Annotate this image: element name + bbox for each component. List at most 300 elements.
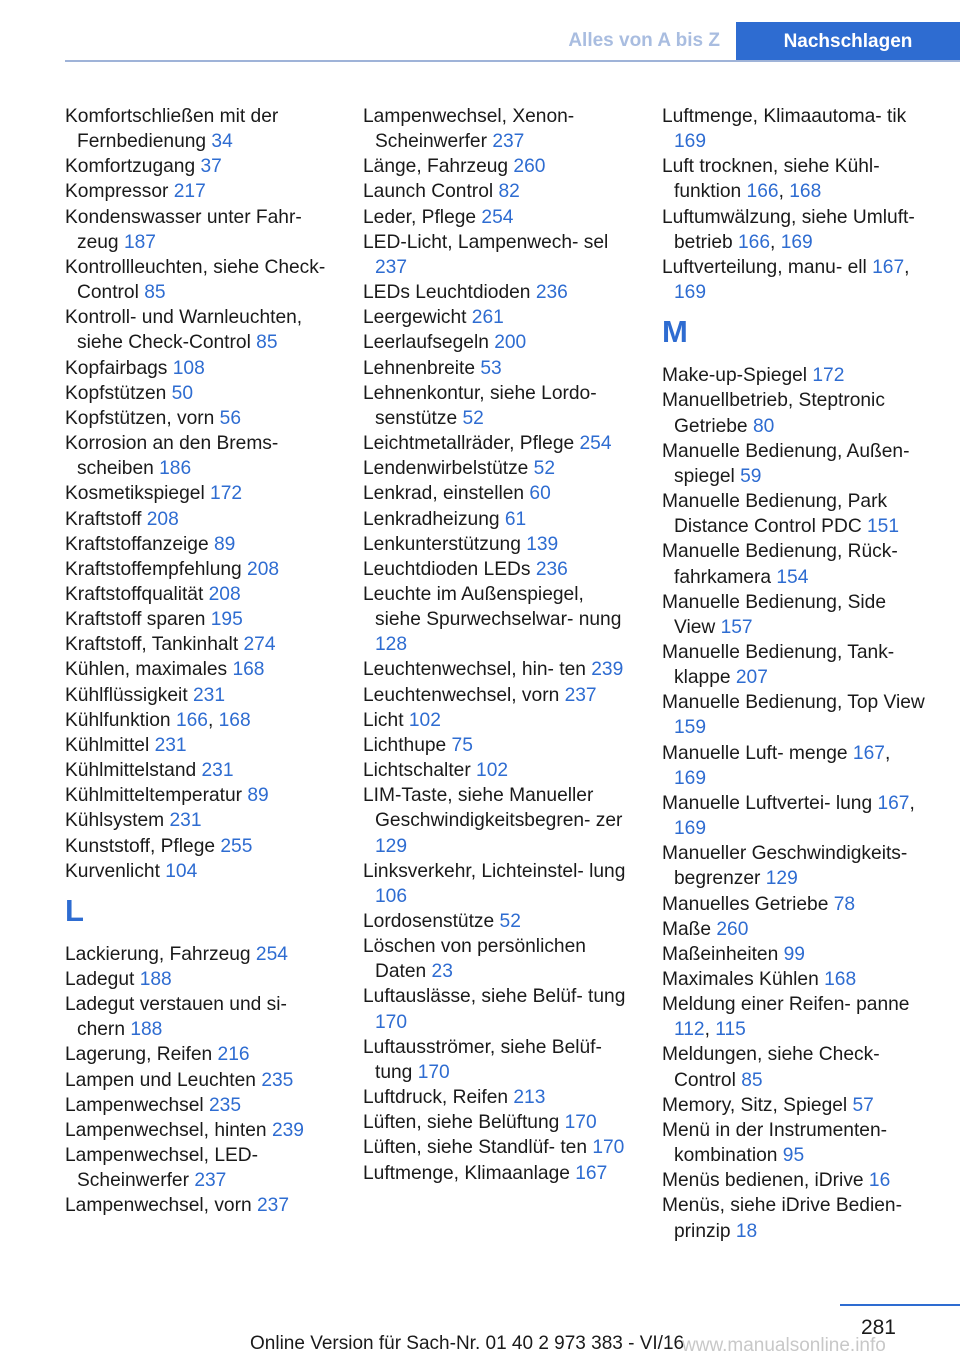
page-reference-link[interactable]: 169 — [674, 818, 707, 840]
index-term: Kopfstützen, vorn — [65, 407, 220, 429]
index-entry — [65, 406, 330, 431]
page-reference-link[interactable]: 89 — [247, 785, 269, 807]
index-term: Kraftstoff sparen — [65, 609, 211, 631]
page-reference-link[interactable]: 56 — [219, 407, 241, 429]
index-entry — [363, 934, 628, 984]
index-column-3 — [662, 104, 927, 1244]
index-entry — [65, 783, 330, 808]
page-reference-link[interactable]: 236 — [535, 558, 568, 580]
index-term: Luftdruck, Reifen — [363, 1087, 514, 1109]
index-term: Manuelle Bedienung, Park Distance Control PDC — [662, 491, 888, 538]
page-reference-link[interactable]: 167 — [575, 1162, 608, 1184]
index-entry — [65, 507, 330, 532]
page-reference-link[interactable]: 170 — [375, 1011, 408, 1033]
index-term: Manueller Geschwindigkeits‐ begrenzer — [662, 843, 908, 890]
index-entry — [363, 481, 628, 506]
page-separator: , — [778, 181, 790, 203]
page-reference-link[interactable]: 115 — [715, 1019, 746, 1041]
index-term: LIM-Taste, siehe Manueller Geschwindigkeitsbegren‐ zer — [363, 785, 623, 832]
index-entry — [662, 967, 927, 992]
index-entry — [363, 356, 628, 381]
page-reference-link[interactable]: 188 — [139, 969, 172, 990]
index-entry — [363, 532, 628, 557]
page-reference-link[interactable]: 208 — [247, 558, 280, 580]
index-term: Lüften, siehe Standlüf‐ ten — [363, 1137, 593, 1159]
index-term: Lüften, siehe Belüftung — [363, 1112, 565, 1134]
index-term: Lehnenbreite — [363, 357, 481, 379]
page-reference-link[interactable]: 167 — [852, 742, 885, 764]
index-term: Luft trocknen, siehe Kühl‐ funktion — [662, 156, 880, 203]
index-entry — [363, 1161, 628, 1186]
page-reference-link[interactable]: 235 — [209, 1094, 242, 1116]
index-entry — [65, 431, 330, 481]
index-entry — [662, 590, 927, 640]
page-separator: , — [884, 742, 891, 764]
index-term: Löschen von persönlichen Daten — [363, 936, 586, 983]
page-reference-link[interactable]: 239 — [591, 659, 624, 681]
page-reference-link[interactable]: 18 — [735, 1220, 758, 1242]
page-reference-link[interactable]: 75 — [451, 734, 473, 756]
index-term: Manuelle Bedienung, Top View — [662, 692, 925, 714]
index-term: Kunststoff, Pflege — [65, 835, 221, 857]
index-term: Komfortschließen mit der Fernbedienung — [65, 106, 279, 153]
page-reference-link[interactable]: 239 — [271, 1119, 304, 1141]
page-separator: , — [207, 709, 219, 731]
page-reference-link[interactable]: 237 — [492, 131, 525, 153]
index-entry — [363, 1110, 628, 1135]
index-entry — [363, 984, 628, 1034]
index-term: Maximales Kühlen — [662, 969, 825, 990]
index-term: Leuchte im Außenspiegel, siehe Spurwechselwar‐ nung — [363, 583, 622, 631]
index-term: Kühlsystem — [65, 810, 170, 832]
index-entry — [363, 758, 628, 783]
index-term: Kompressor — [65, 181, 174, 203]
index-entry — [662, 917, 927, 942]
index-entry — [363, 230, 628, 280]
index-term: Kühlen, maximales — [65, 659, 233, 681]
index-entry — [363, 733, 628, 758]
index-term: Lendenwirbelstütze — [363, 458, 534, 480]
index-entry — [65, 992, 330, 1042]
page-reference-link[interactable]: 139 — [526, 533, 559, 555]
index-term: Kraftstoffqualität — [65, 583, 209, 605]
page-reference-link[interactable]: 128 — [375, 634, 408, 656]
index-term: Komfortzugang — [65, 156, 201, 178]
page-reference-link[interactable]: 52 — [499, 911, 521, 932]
index-term: Maßeinheiten — [662, 943, 784, 965]
index-entry — [65, 1118, 330, 1143]
index-entry — [363, 783, 628, 858]
index-entry — [65, 808, 330, 833]
index-entry — [65, 1193, 330, 1218]
index-entry — [65, 942, 330, 967]
page-reference-link[interactable]: 170 — [417, 1061, 450, 1083]
index-entry — [662, 791, 927, 841]
index-term: Luftauslässe, siehe Belüf‐ tung — [363, 986, 626, 1008]
index-term: Kraftstoffempfehlung — [65, 558, 248, 580]
index-term: Kraftstoffanzeige — [65, 533, 214, 555]
index-entry — [363, 909, 628, 934]
chapter-tab: Nachschlagen — [736, 22, 960, 62]
index-entry — [65, 557, 330, 582]
page-reference-link[interactable]: 85 — [741, 1069, 763, 1091]
page-reference-link[interactable]: 213 — [513, 1087, 546, 1109]
index-entry — [662, 388, 927, 438]
page-reference-link[interactable]: 108 — [172, 357, 205, 379]
page-reference-link[interactable]: 50 — [171, 382, 194, 404]
index-term: Lordosenstütze — [363, 911, 500, 932]
index-entry — [363, 1085, 628, 1110]
index-term: Kraftstoff, Tankinhalt — [65, 634, 244, 656]
index-term: Lampenwechsel, hinten — [65, 1119, 272, 1141]
page-reference-link[interactable]: 112 — [674, 1019, 705, 1041]
page-reference-link[interactable]: 216 — [217, 1044, 250, 1066]
index-entry — [363, 431, 628, 456]
page-reference-link[interactable]: 159 — [674, 717, 707, 739]
index-term: Luftumwälzung, siehe Umluft‐ betrieb — [662, 206, 915, 253]
index-entry — [363, 456, 628, 481]
page-reference-link[interactable]: 23 — [431, 961, 453, 983]
index-term: Leichtmetallräder, Pflege — [363, 433, 580, 455]
page-separator: , — [770, 231, 781, 253]
index-entry — [363, 104, 628, 154]
index-entry — [363, 557, 628, 582]
index-term: Leuchtenwechsel, vorn — [363, 684, 565, 706]
page-reference-link[interactable]: 186 — [159, 458, 192, 480]
index-term: Lagerung, Reifen — [65, 1044, 218, 1066]
index-term: Lenkradheizung — [363, 508, 505, 530]
index-entry — [363, 1135, 628, 1160]
index-term: Leuchtenwechsel, hin‐ ten — [363, 659, 592, 681]
index-entry — [662, 1168, 927, 1193]
index-entry — [65, 708, 330, 733]
index-term: Maße — [662, 918, 717, 940]
index-entry — [65, 632, 330, 657]
index-term: Meldung einer Reifen‐ panne — [662, 994, 910, 1016]
page-reference-link[interactable]: 168 — [789, 181, 822, 203]
index-term: Länge, Fahrzeug — [363, 156, 514, 178]
index-entry — [363, 154, 628, 179]
index-entry — [65, 582, 330, 607]
page-reference-link[interactable]: 167 — [872, 256, 905, 278]
section-title: Alles von A bis Z — [568, 30, 720, 51]
page-reference-link[interactable]: 168 — [824, 969, 857, 990]
page-reference-link[interactable]: 168 — [232, 659, 265, 681]
index-term: Leuchtdioden LEDs — [363, 558, 536, 580]
page-reference-link[interactable]: 200 — [494, 332, 527, 354]
index-entry — [662, 992, 927, 1042]
index-entry — [65, 1093, 330, 1118]
index-term: Kühlmittelstand — [65, 760, 202, 782]
index-entry — [662, 1042, 927, 1092]
index-term: Ladegut verstauen und si‐ chern — [65, 994, 287, 1041]
index-term: Lampenwechsel — [65, 1094, 209, 1116]
page-reference-link[interactable]: 169 — [674, 131, 707, 153]
page-reference-link[interactable]: 208 — [208, 583, 241, 605]
page-reference-link[interactable]: 104 — [165, 860, 198, 882]
index-entry — [65, 1042, 330, 1067]
page-reference-link[interactable]: 261 — [471, 307, 504, 329]
page-reference-link[interactable]: 231 — [154, 734, 187, 756]
page-reference-link[interactable]: 52 — [533, 458, 556, 480]
index-term: Leerlaufsegeln — [363, 332, 495, 354]
index-entry — [662, 363, 927, 388]
index-term: Kühlmitteltemperatur — [65, 785, 248, 807]
index-entry — [65, 758, 330, 783]
index-entry — [662, 741, 927, 791]
index-term: Leergewicht — [363, 307, 472, 329]
page-number: 281 — [860, 1316, 896, 1339]
index-entry — [662, 104, 927, 154]
page-reference-link[interactable]: 254 — [255, 943, 288, 965]
index-letter-heading: M — [662, 314, 688, 350]
page-reference-link[interactable]: 166 — [738, 231, 771, 253]
page-reference-link[interactable]: 167 — [877, 792, 910, 814]
index-term: Lehnenkontur, siehe Lordo‐ senstütze — [363, 382, 597, 429]
index-term: Manuelle Bedienung, Außen‐ spiegel — [662, 440, 910, 487]
page-separator: , — [909, 792, 915, 814]
index-entry — [65, 1143, 330, 1193]
index-term: Lampen und Leuchten — [65, 1069, 262, 1091]
page-reference-link[interactable]: 52 — [462, 407, 484, 429]
index-term: LED-Licht, Lampenwech‐ sel — [363, 231, 609, 253]
page-reference-link[interactable]: 236 — [535, 282, 568, 304]
page-reference-link[interactable]: 237 — [375, 256, 408, 278]
index-entry — [662, 690, 927, 740]
page-reference-link[interactable]: 85 — [144, 282, 166, 304]
page-reference-link[interactable]: 237 — [564, 684, 597, 706]
index-term: Memory, Sitz, Spiegel — [662, 1094, 853, 1116]
page-reference-link[interactable]: 169 — [674, 767, 707, 789]
index-term: Lenkunterstützung — [363, 533, 527, 555]
page-separator: , — [904, 256, 910, 278]
index-entry — [363, 859, 628, 909]
page-separator: , — [704, 1019, 716, 1041]
page-reference-link[interactable]: 172 — [210, 483, 243, 505]
index-term: Menüs, siehe iDrive Bedien‐ prinzip — [662, 1195, 902, 1242]
page-reference-link[interactable]: 170 — [564, 1112, 597, 1134]
index-entry — [363, 1035, 628, 1085]
index-entry — [363, 381, 628, 431]
page-reference-link[interactable]: 80 — [752, 415, 775, 437]
page-reference-link[interactable]: 168 — [218, 709, 251, 731]
index-term: Kontroll- und Warnleuchten, siehe Check-Control — [65, 307, 303, 354]
page-reference-link[interactable]: 254 — [579, 433, 612, 455]
page-reference-link[interactable]: 102 — [408, 709, 441, 731]
index-term: Meldungen, siehe Check- Control — [662, 1044, 880, 1091]
page-reference-link[interactable]: 154 — [776, 566, 809, 588]
index-term: Manuelle Bedienung, Side View — [662, 591, 887, 638]
index-entry — [363, 708, 628, 733]
index-term: Korrosion an den Brems‐ scheiben — [65, 433, 279, 480]
index-entry — [662, 841, 927, 891]
index-entry — [662, 154, 927, 204]
page-reference-link[interactable]: 166 — [175, 709, 208, 731]
page-reference-link[interactable]: 231 — [201, 760, 234, 782]
index-term: Kühlmittel — [65, 734, 155, 756]
index-term: Lenkrad, einstellen — [363, 483, 530, 505]
page-reference-link[interactable]: 37 — [200, 156, 222, 178]
index-term: Lichthupe — [363, 734, 452, 756]
page-reference-link[interactable]: 274 — [243, 634, 276, 656]
index-term: Luftmenge, Klimaanlage — [363, 1162, 576, 1184]
index-term: Leder, Pflege — [363, 206, 482, 228]
index-entry — [65, 481, 330, 506]
page-reference-link[interactable]: 187 — [123, 231, 156, 253]
index-term: Kurvenlicht — [65, 860, 166, 882]
page-reference-link[interactable]: 235 — [261, 1069, 294, 1091]
index-entry — [363, 179, 628, 204]
index-term: Manuelles Getriebe — [662, 893, 834, 915]
page-reference-link[interactable]: 129 — [765, 868, 798, 890]
page-reference-link[interactable]: 260 — [716, 918, 749, 940]
index-entry — [363, 657, 628, 682]
index-entry — [65, 154, 330, 179]
index-entry — [65, 356, 330, 381]
index-term: Linksverkehr, Lichteinstel‐ lung — [363, 860, 626, 882]
index-entry — [65, 657, 330, 682]
index-entry — [363, 330, 628, 355]
index-entry — [363, 280, 628, 305]
index-term: LEDs Leuchtdioden — [363, 282, 536, 304]
page-reference-link[interactable]: 53 — [480, 357, 502, 379]
page-reference-link[interactable]: 61 — [504, 508, 527, 530]
page-reference-link[interactable]: 217 — [173, 181, 206, 203]
index-entry — [363, 507, 628, 532]
page-reference-link[interactable]: 60 — [529, 483, 551, 505]
index-entry — [65, 683, 330, 708]
index-entry — [363, 205, 628, 230]
index-term: Lackierung, Fahrzeug — [65, 943, 256, 965]
page-reference-link[interactable]: 34 — [211, 131, 233, 153]
page-reference-link[interactable]: 157 — [720, 616, 753, 638]
index-term: Make-up-Spiegel — [662, 365, 813, 387]
index-term: Luftmenge, Klimaautoma‐ tik — [662, 106, 907, 127]
index-term: Manuelle Bedienung, Rück‐ fahrkamera — [662, 541, 898, 588]
page-reference-link[interactable]: 254 — [481, 206, 514, 228]
index-term: Menü in der Instrumenten‐ kombination — [662, 1119, 888, 1167]
index-entry — [65, 859, 330, 884]
page-reference-link[interactable]: 170 — [592, 1137, 625, 1159]
index-term: Manuellbetrieb, Steptronic Getriebe — [662, 390, 885, 437]
index-term: Luftverteilung, manu‐ ell — [662, 256, 873, 278]
index-term: Launch Control — [363, 181, 499, 203]
page-reference-link[interactable]: 151 — [867, 516, 900, 538]
index-term: Kühlflüssigkeit — [65, 684, 193, 706]
index-term: Kondenswasser unter Fahr‐ zeug — [65, 206, 302, 253]
page-reference-link[interactable]: 237 — [194, 1170, 227, 1192]
index-term: Manuelle Bedienung, Tank‐ klappe — [662, 641, 895, 689]
page-reference-link[interactable]: 57 — [852, 1094, 874, 1116]
index-entry — [65, 305, 330, 355]
index-entry — [363, 683, 628, 708]
index-term: Licht — [363, 709, 409, 731]
index-entry — [363, 582, 628, 657]
index-entry — [662, 1118, 927, 1168]
index-entry — [65, 967, 330, 992]
index-entry — [662, 892, 927, 917]
index-column-2 — [363, 104, 628, 1186]
index-entry — [65, 255, 330, 305]
watermark: www.manualsonline.info — [682, 1335, 886, 1356]
index-term: Kontrollleuchten, siehe Check-Control — [65, 256, 326, 304]
index-term: Kühlfunktion — [65, 709, 176, 731]
page-reference-link[interactable]: 255 — [220, 835, 253, 857]
index-entry — [65, 179, 330, 204]
online-version-note: Online Version für Sach-Nr. 01 40 2 973 383 - VI/16 — [250, 1333, 685, 1354]
index-column-1 — [65, 104, 330, 1219]
page-reference-link[interactable]: 208 — [146, 508, 179, 530]
page-reference-link[interactable]: 129 — [375, 835, 408, 857]
index-term: Lampenwechsel, vorn — [65, 1195, 257, 1217]
index-letter-heading: L — [65, 892, 84, 928]
page-header — [65, 22, 960, 62]
index-entry — [662, 1093, 927, 1118]
index-term: Kosmetikspiegel — [65, 483, 211, 505]
index-entry — [662, 439, 927, 489]
index-entry — [662, 640, 927, 690]
page-reference-link[interactable]: 237 — [256, 1195, 289, 1217]
page-reference-link[interactable]: 85 — [256, 332, 278, 354]
index-term: Lampenwechsel, Xenon- Scheinwerfer — [363, 106, 575, 153]
page-reference-link[interactable]: 231 — [192, 684, 225, 706]
index-term: Manuelle Luftvertei‐ lung — [662, 792, 878, 814]
page-reference-link[interactable]: 172 — [812, 365, 845, 387]
page-reference-link[interactable]: 82 — [498, 181, 520, 203]
index-entry — [363, 305, 628, 330]
index-entry — [65, 733, 330, 758]
index-entry — [662, 539, 927, 589]
index-term: Kopfairbags — [65, 357, 173, 379]
page-reference-link[interactable]: 16 — [868, 1170, 891, 1192]
index-entry — [662, 205, 927, 255]
page-reference-link[interactable]: 207 — [735, 667, 768, 689]
index-entry — [65, 381, 330, 406]
index-entry — [662, 942, 927, 967]
index-entry — [662, 255, 927, 305]
index-entry — [65, 532, 330, 557]
page-reference-link[interactable]: 169 — [780, 231, 813, 253]
index-term: Menüs bedienen, iDrive — [662, 1170, 869, 1192]
page-reference-link[interactable]: 260 — [513, 156, 546, 178]
page-reference-link[interactable]: 59 — [740, 465, 762, 487]
index-entry — [662, 489, 927, 539]
index-entry — [65, 104, 330, 154]
index-term: Lichtschalter — [363, 760, 477, 782]
index-term: Ladegut — [65, 969, 140, 990]
index-entry — [65, 834, 330, 859]
index-term: Kraftstoff — [65, 508, 147, 530]
index-term: Manuelle Luft‐ menge — [662, 742, 853, 764]
page-reference-link[interactable]: 89 — [213, 533, 236, 555]
page-reference-link[interactable]: 95 — [782, 1145, 805, 1167]
index-term: Luftausströmer, siehe Belüf‐ tung — [363, 1036, 602, 1083]
index-term: Kopfstützen — [65, 382, 172, 404]
page-reference-link[interactable]: 99 — [783, 943, 805, 965]
index-entry — [65, 607, 330, 632]
page-reference-link[interactable]: 195 — [210, 609, 243, 631]
index-entry — [65, 1068, 330, 1093]
page-reference-link[interactable]: 78 — [833, 893, 856, 915]
index-term: Lampenwechsel, LED- Scheinwerfer — [65, 1145, 259, 1192]
page-reference-link[interactable]: 188 — [130, 1019, 163, 1041]
page-reference-link[interactable]: 169 — [674, 282, 707, 304]
page-reference-link[interactable]: 106 — [375, 885, 408, 907]
page-reference-link[interactable]: 166 — [746, 181, 779, 203]
page-reference-link[interactable]: 102 — [476, 760, 509, 782]
page-reference-link[interactable]: 231 — [169, 810, 202, 832]
footer-rule — [840, 1304, 960, 1306]
